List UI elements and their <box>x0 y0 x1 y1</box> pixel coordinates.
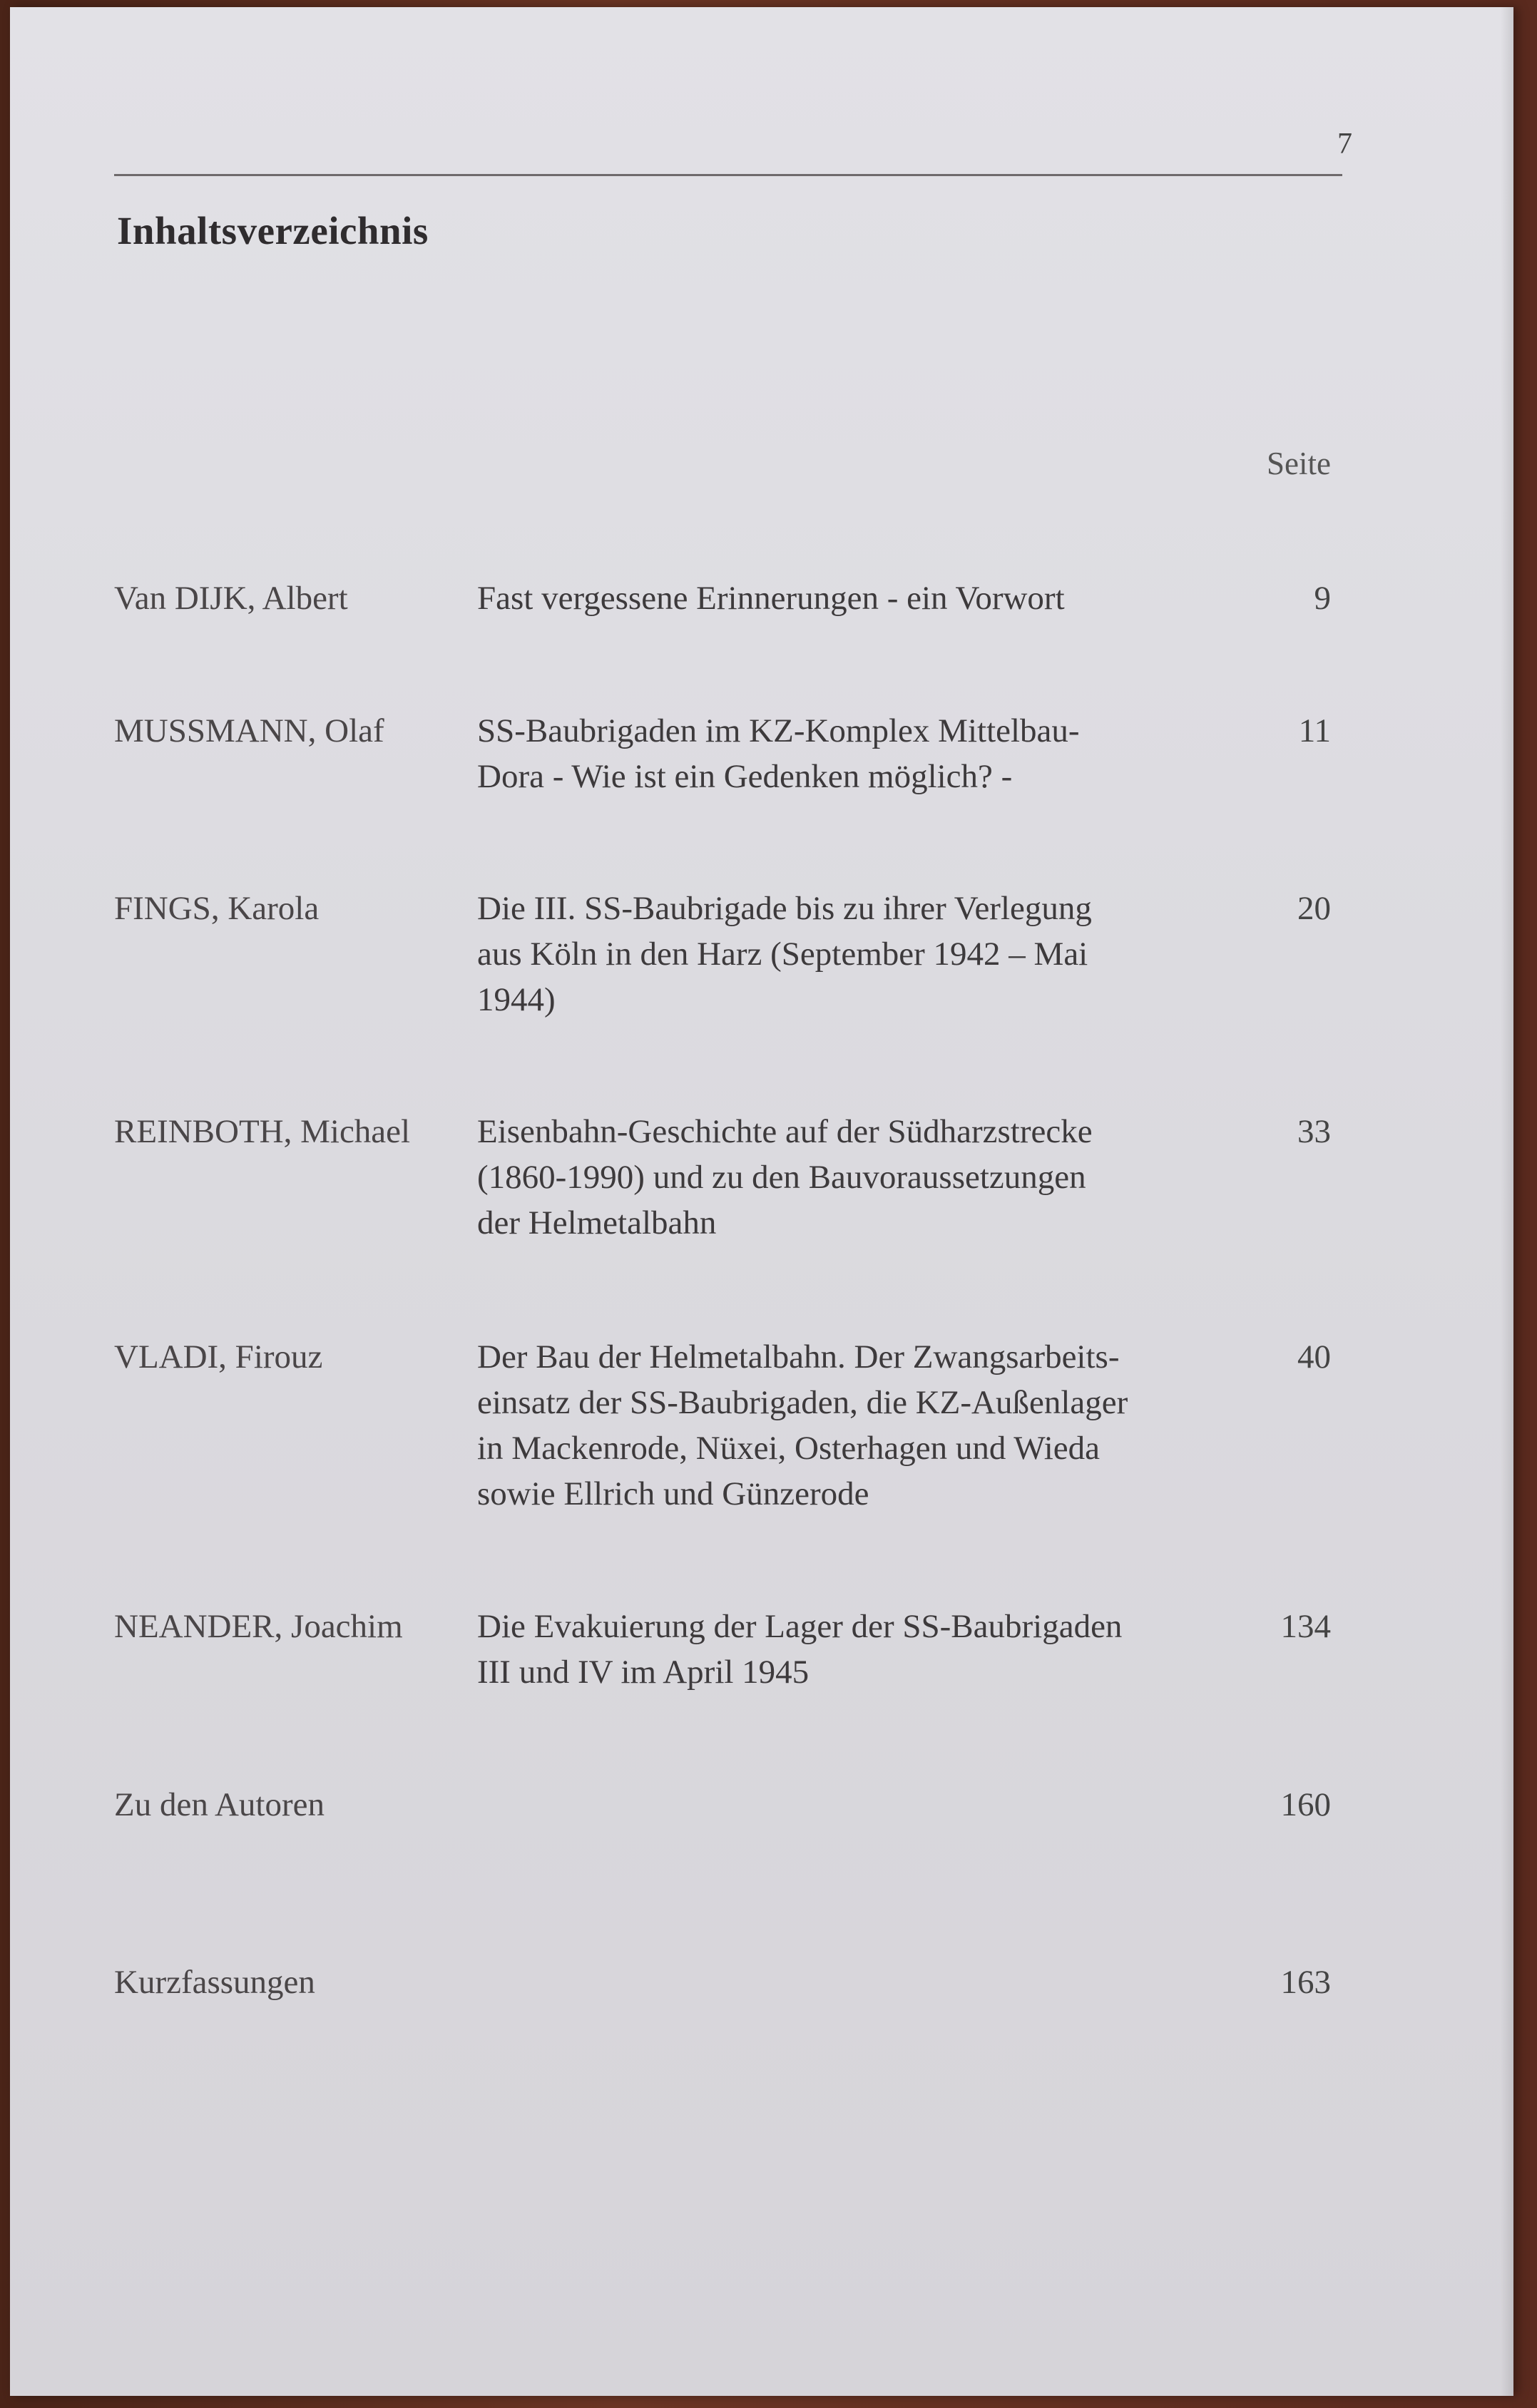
toc-author: REINBOTH, Michael <box>114 1113 411 1150</box>
toc-page-number: 11 <box>1298 712 1331 749</box>
toc-title <box>477 1334 1247 1517</box>
toc-title-line: Die Evakuierung der Lager der SS-Baubrigaden <box>477 1608 1123 1645</box>
toc-author: VLADI, Firouz <box>114 1338 323 1375</box>
toc-title-line: in Mackenrode, Nüxei, Osterhagen und Wieda <box>477 1430 1100 1467</box>
toc-page-number: 163 <box>1280 1964 1331 2001</box>
toc-title-line: Eisenbahn-Geschichte auf der Südharzstrecke <box>477 1113 1093 1150</box>
toc-section-label: Zu den Autoren <box>114 1786 325 1823</box>
toc-title-line: SS-Baubrigaden im KZ-Komplex Mittelbau- <box>477 712 1080 749</box>
toc-title-line: einsatz der SS-Baubrigaden, die KZ-Außenlager <box>477 1384 1128 1421</box>
toc-author: MUSSMANN, Olaf <box>114 712 384 749</box>
toc-title <box>477 1109 1247 1246</box>
toc-page-number: 40 <box>1297 1338 1331 1375</box>
book-page <box>10 7 1513 2396</box>
toc-title-line: III und IV im April 1945 <box>477 1654 810 1691</box>
page-column-label: Seite <box>1267 446 1331 481</box>
toc-page-number: 160 <box>1280 1786 1331 1823</box>
toc-title-line: (1860-1990) und zu den Bauvoraussetzungen <box>477 1159 1086 1196</box>
toc-title-line: Dora - Wie ist ein Gedenken möglich? - <box>477 758 1013 795</box>
toc-author: Van DIJK, Albert <box>114 580 348 617</box>
toc-title <box>477 575 1247 621</box>
toc-section-label: Kurzfassungen <box>114 1964 315 2001</box>
toc-title-line: der Helmetalbahn <box>477 1204 717 1241</box>
toc-title <box>477 708 1247 799</box>
toc-title-line: Die III. SS-Baubrigade bis zu ihrer Verlegung <box>477 890 1092 927</box>
toc-page-number: 33 <box>1297 1113 1331 1150</box>
toc-title <box>477 886 1247 1023</box>
toc-title-line: aus Köln in den Harz (September 1942 – Mai <box>477 936 1088 973</box>
page-title: Inhaltsverzeichnis <box>117 209 429 252</box>
toc-title <box>477 1604 1247 1695</box>
toc-page-number: 20 <box>1297 890 1331 927</box>
toc-title-line: Fast vergessene Erinnerungen - ein Vorwort <box>477 580 1065 617</box>
toc-title-line: Der Bau der Helmetalbahn. Der Zwangsarbeits- <box>477 1338 1120 1375</box>
page-number: 7 <box>1337 128 1352 160</box>
toc-title-line: 1944) <box>477 981 556 1018</box>
toc-title-line: sowie Ellrich und Günzerode <box>477 1475 869 1512</box>
header-rule <box>114 174 1342 176</box>
toc-author: FINGS, Karola <box>114 890 320 927</box>
page-edge-shadow <box>1501 7 1513 2396</box>
toc-page-number: 134 <box>1280 1608 1331 1645</box>
toc-author: NEANDER, Joachim <box>114 1608 403 1645</box>
toc-page-number: 9 <box>1314 580 1331 617</box>
